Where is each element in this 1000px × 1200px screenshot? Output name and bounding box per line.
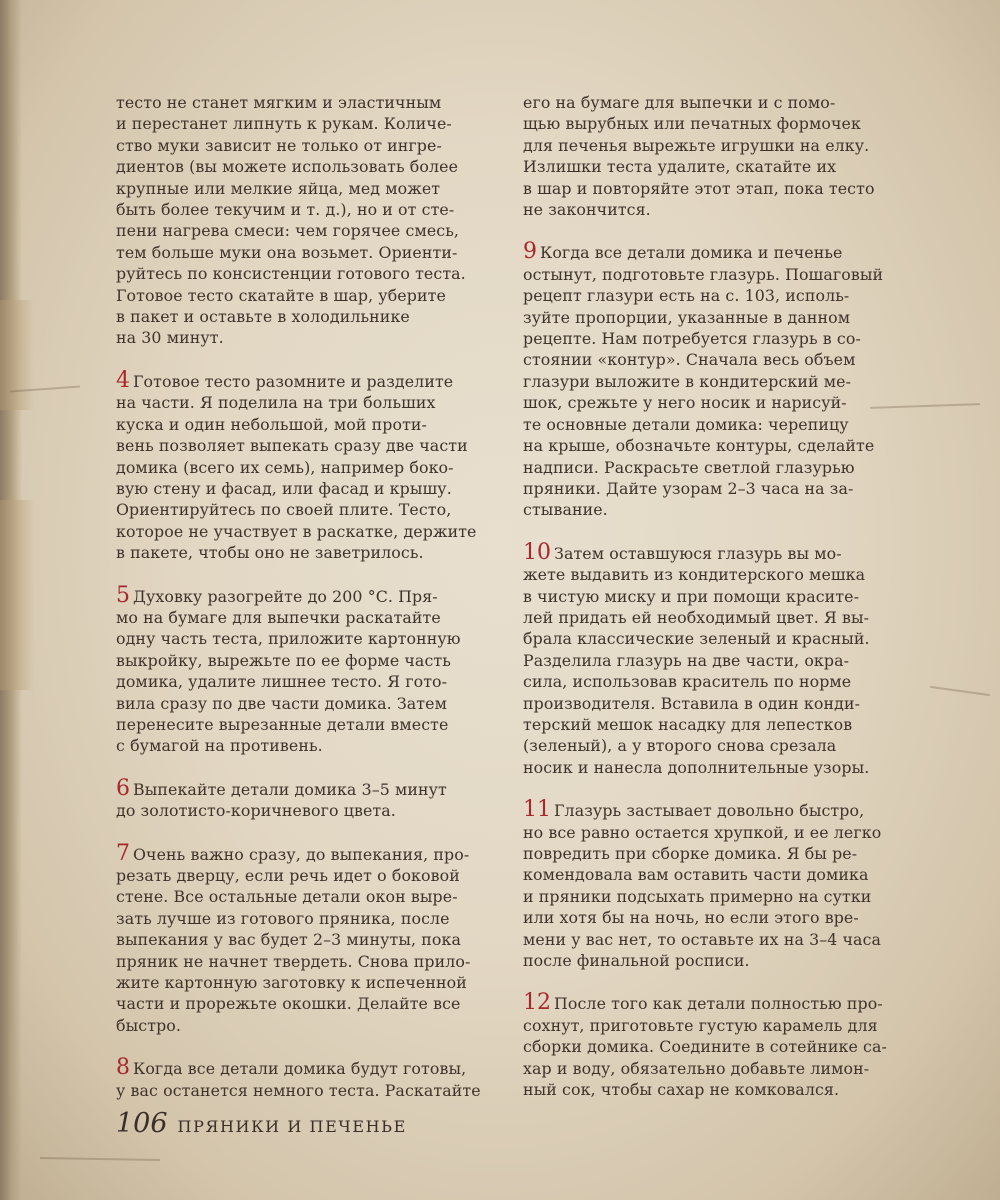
step-6: [116, 775, 494, 822]
text-line-content: одну часть теста, приложите картонную: [116, 629, 461, 649]
text-line-content: мени у вас нет, то оставьте их на 3–4 часа: [523, 929, 882, 949]
text-line: [116, 263, 494, 284]
text-line-content: рецепт глазури есть на с. 103, исполь-: [523, 286, 850, 306]
text-line: [116, 367, 494, 393]
text-line: [523, 178, 905, 199]
text-line: [523, 822, 905, 843]
text-line: [523, 714, 905, 735]
step-number: 12: [523, 990, 551, 1016]
text-line: [116, 156, 494, 177]
text-line: [116, 285, 494, 306]
text-line: [116, 220, 494, 241]
step-number: 8: [116, 1055, 130, 1081]
text-line: [116, 435, 494, 456]
text-line: [523, 371, 905, 392]
text-line-content: части и прорежьте окошки. Делайте все: [116, 994, 461, 1014]
text-line-content: вень позволяет выпекать сразу две части: [116, 436, 468, 456]
text-line: [116, 135, 494, 156]
text-line: [523, 929, 905, 950]
text-line-content: в пакет и оставьте в холодильнике: [116, 307, 410, 327]
step-9: [523, 241, 905, 520]
step-number: 7: [116, 840, 130, 866]
text-line-content: диентов (вы можете использовать более: [116, 157, 459, 177]
paragraph-continuation: [116, 92, 494, 349]
step-7: [116, 840, 494, 1037]
text-line-content: носик и нанесла дополнительные узоры.: [523, 757, 870, 777]
step-5: [116, 582, 494, 757]
text-line: [523, 864, 905, 885]
text-line: [116, 1057, 494, 1079]
text-line-content: его на бумаге для выпечки и с помо-: [523, 93, 836, 112]
text-line-content: жете выдавить из кондитерского мешка: [523, 565, 866, 585]
text-line-content: производителя. Вставила в один конди-: [523, 693, 861, 713]
text-line-content: лей придать ей необходимый цвет. Я вы-: [523, 607, 870, 627]
text-line: [523, 586, 905, 607]
text-line-content: для печенья вырежьте игрушки на елку.: [523, 135, 870, 155]
text-line: [523, 349, 905, 370]
text-line: [523, 241, 905, 263]
text-line-content: до золотисто-коричневого цвета.: [116, 801, 396, 821]
text-line-content: Глазурь застывает довольно быстро,: [554, 801, 865, 821]
text-line-content: в шар и повторяйте этот этап, пока тесто: [523, 178, 875, 198]
step-number: 4: [116, 367, 130, 393]
text-line: [523, 435, 905, 456]
text-line-content: глазури выложите в кондитерский ме-: [523, 371, 852, 391]
text-line-content: после финальной росписи.: [523, 951, 750, 971]
text-line-content: стоянии «контур». Сначала весь объем: [523, 350, 856, 370]
text-line: [523, 950, 905, 971]
text-line: [523, 156, 905, 177]
text-line-content: брала классические зеленый и красный.: [523, 629, 870, 649]
paragraph-continuation: [523, 92, 905, 220]
text-line-content: ный сок, чтобы сахар не комковался.: [523, 1080, 840, 1100]
text-line-content: пряник не начнет твердеть. Снова прило-: [116, 951, 471, 971]
text-line-content: мо на бумаге для выпечки раскатайте: [116, 607, 441, 627]
text-line-content: сила, использовав краситель по норме: [523, 672, 852, 692]
text-line: [116, 1015, 494, 1036]
text-line: [523, 285, 905, 306]
text-line: [523, 757, 905, 778]
text-line: [523, 628, 905, 649]
text-line: [116, 972, 494, 993]
text-line: [523, 457, 905, 478]
text-line: [523, 392, 905, 413]
text-line: [116, 199, 494, 220]
text-line-content: перенесите вырезанные детали вместе: [116, 714, 449, 734]
text-line-content: которое не участвует в раскатке, держите: [116, 521, 477, 541]
text-line-content: После того как детали полностью про-: [554, 994, 883, 1014]
text-line: [116, 327, 494, 348]
text-line: [523, 414, 905, 435]
text-line-content: зать лучше из готового пряника, после: [116, 908, 450, 928]
text-line-content: Готовое тесто скатайте в шар, уберите: [116, 285, 446, 305]
text-line-content: и пряники подсыхать примерно на сутки: [523, 886, 872, 906]
text-line-content: комендовала вам оставить части домика: [523, 865, 869, 885]
text-line-content: и перестанет липнуть к рукам. Количе-: [116, 114, 452, 134]
text-line-content: стывание.: [523, 500, 608, 520]
text-line-content: выпекания у вас будет 2–3 минуты, пока: [116, 930, 461, 950]
text-line-content: пени нагрева смеси: чем горячее смесь,: [116, 221, 460, 241]
text-line-content: домика, удалите лишнее тесто. Я гото-: [116, 672, 448, 692]
text-line: [116, 414, 494, 435]
text-line: [116, 865, 494, 886]
text-line-content: но все равно остается хрупкой, и ее легко: [523, 822, 882, 842]
text-line: [523, 650, 905, 671]
text-line: [116, 499, 494, 520]
text-line: [523, 135, 905, 156]
text-line-content: на крыше, обозначьте контуры, сделайте: [523, 436, 875, 456]
text-line: [523, 907, 905, 928]
text-line-content: сборки домика. Соедините в сотейнике са-: [523, 1037, 887, 1057]
text-line: [116, 113, 494, 134]
text-line: [523, 671, 905, 692]
text-line: [116, 392, 494, 413]
text-line: [523, 607, 905, 628]
text-line-content: куска и один небольшой, мой проти-: [116, 414, 427, 434]
text-line-content: быть более текучим и т. д.), но и от сте-: [116, 200, 455, 220]
text-line: [523, 799, 905, 821]
text-line-content: сохнут, приготовьте густую карамель для: [523, 1015, 878, 1035]
text-line: [523, 307, 905, 328]
step-8: [116, 1057, 494, 1101]
text-line: [523, 113, 905, 134]
text-line: [116, 242, 494, 263]
text-line: [523, 564, 905, 585]
text-line-content: Готовое тесто разомните и разделите: [133, 371, 454, 391]
step-11: [523, 799, 905, 971]
text-line: [116, 607, 494, 628]
text-line: [116, 929, 494, 950]
left-text-column: [116, 92, 494, 1122]
text-line-content: терский мешок насадку для лепестков: [523, 714, 853, 734]
text-line: [116, 951, 494, 972]
text-line-content: хар и воду, обязательно добавьте лимон-: [523, 1058, 870, 1078]
step-number: 5: [116, 582, 130, 608]
text-line: [523, 735, 905, 756]
text-line-content: жите картонную заготовку к испеченной: [116, 973, 467, 993]
text-line-content: в чистую миску и при помощи красите-: [523, 586, 860, 606]
text-line-content: надписи. Раскрасьте светлой глазурью: [523, 457, 855, 477]
text-line: [116, 908, 494, 929]
text-line: [523, 92, 905, 113]
text-line-content: Разделила глазурь на две части, окра-: [523, 650, 850, 670]
text-line-content: Излишки теста удалите, скатайте их: [523, 157, 837, 177]
text-line: [523, 843, 905, 864]
text-line: [116, 993, 494, 1014]
text-line-content: быстро.: [116, 1015, 182, 1035]
text-line-content: Когда все детали домика и печенье: [540, 243, 843, 263]
text-line-content: те основные детали домика: черепицу: [523, 414, 849, 434]
text-line-content: зуйте пропорции, указанные в данном: [523, 307, 851, 327]
text-line-content: выкройку, вырежьте по ее форме часть: [116, 650, 451, 670]
text-line: [116, 886, 494, 907]
text-line: [116, 735, 494, 756]
text-line-content: Духовку разогрейте до 200 °С. Пря-: [133, 586, 438, 606]
text-line: [523, 264, 905, 285]
text-line-content: Ориентируйтесь по своей плите. Тесто,: [116, 500, 452, 520]
text-line: [523, 1036, 905, 1057]
text-line: [116, 478, 494, 499]
text-line: [116, 800, 494, 821]
text-line-content: руйтесь по консистенции готового теста.: [116, 264, 466, 284]
text-line-content: не закончится.: [523, 200, 651, 220]
text-line-content: у вас останется немного теста. Раскатайте: [116, 1080, 481, 1100]
text-line-content: Когда все детали домика будут готовы,: [133, 1059, 467, 1079]
text-line-content: с бумагой на противень.: [116, 736, 323, 756]
text-line: [523, 886, 905, 907]
text-line-content: на части. Я поделила на три больших: [116, 393, 436, 413]
text-line: [523, 499, 905, 520]
text-line: [116, 650, 494, 671]
page-number: 106: [116, 1108, 168, 1139]
text-line: [116, 92, 494, 113]
text-line: [116, 582, 494, 608]
text-line: [116, 306, 494, 327]
step-10: [523, 539, 905, 778]
text-line-content: Очень важно сразу, до выпекания, про-: [133, 844, 470, 864]
text-line: [116, 521, 494, 542]
text-line-content: вую стену и фасад, или фасад и крышу.: [116, 478, 452, 498]
step-number: 6: [116, 775, 130, 801]
text-line-content: (зеленый), а у второго снова срезала: [523, 736, 837, 756]
text-line: [523, 693, 905, 714]
text-line-content: остынут, подготовьте глазурь. Пошаговый: [523, 264, 884, 284]
text-line-content: ство муки зависит не только от ингре-: [116, 135, 442, 155]
text-line: [116, 671, 494, 692]
text-line-content: Выпекайте детали домика 3–5 минут: [133, 779, 447, 799]
text-line: [523, 328, 905, 349]
text-line: [116, 457, 494, 478]
step-12: [523, 992, 905, 1100]
step-4: [116, 367, 494, 564]
text-line: [116, 775, 494, 801]
text-line-content: вила сразу по две части домика. Затем: [116, 693, 447, 713]
tape-mark-bottom: [0, 500, 34, 690]
text-line-content: пряники. Дайте узорам 2–3 часа на за-: [523, 478, 854, 498]
text-line: [523, 478, 905, 499]
text-line-content: тесто не станет мягким и эластичным: [116, 93, 442, 112]
text-line: [523, 1015, 905, 1036]
text-line-content: Затем оставшуюся глазурь вы мо-: [554, 543, 842, 563]
text-line: [116, 693, 494, 714]
section-title: ПРЯНИКИ И ПЕЧЕНЬЕ: [177, 1117, 407, 1136]
page-footer: [116, 1108, 407, 1139]
step-number: 9: [523, 239, 537, 265]
text-line: [116, 1080, 494, 1101]
text-line-content: повредить при сборке домика. Я бы ре-: [523, 844, 858, 863]
text-line: [523, 199, 905, 220]
text-line-content: шок, срежьте у него носик и нарисуй-: [523, 393, 847, 413]
tape-mark-top: [0, 300, 34, 410]
text-line: [523, 539, 905, 565]
text-line-content: стене. Все остальные детали окон выре-: [116, 887, 458, 907]
text-line: [116, 542, 494, 563]
text-line-content: крупные или мелкие яйца, мед может: [116, 178, 441, 198]
text-line-content: резать дверцу, если речь идет о боковой: [116, 866, 460, 885]
text-line-content: домика (всего их семь), например боко-: [116, 457, 454, 477]
text-line: [116, 840, 494, 866]
text-line: [523, 1079, 905, 1100]
text-line-content: щью вырубных или печатных формочек: [523, 114, 861, 134]
text-line-content: на 30 минут.: [116, 328, 224, 348]
text-line: [523, 1058, 905, 1079]
right-text-column: [523, 92, 905, 1121]
text-line: [523, 992, 905, 1014]
step-number: 10: [523, 539, 551, 565]
text-line: [116, 714, 494, 735]
text-line: [116, 178, 494, 199]
text-line-content: в пакете, чтобы оно не заветрилось.: [116, 543, 424, 563]
text-line-content: тем больше муки она возьмет. Ориенти-: [116, 242, 458, 262]
text-line-content: рецепте. Нам потребуется глазурь в со-: [523, 329, 861, 349]
text-line-content: или хотя бы на ночь, но если этого вре-: [523, 908, 859, 928]
step-number: 11: [523, 797, 551, 823]
text-line: [116, 628, 494, 649]
